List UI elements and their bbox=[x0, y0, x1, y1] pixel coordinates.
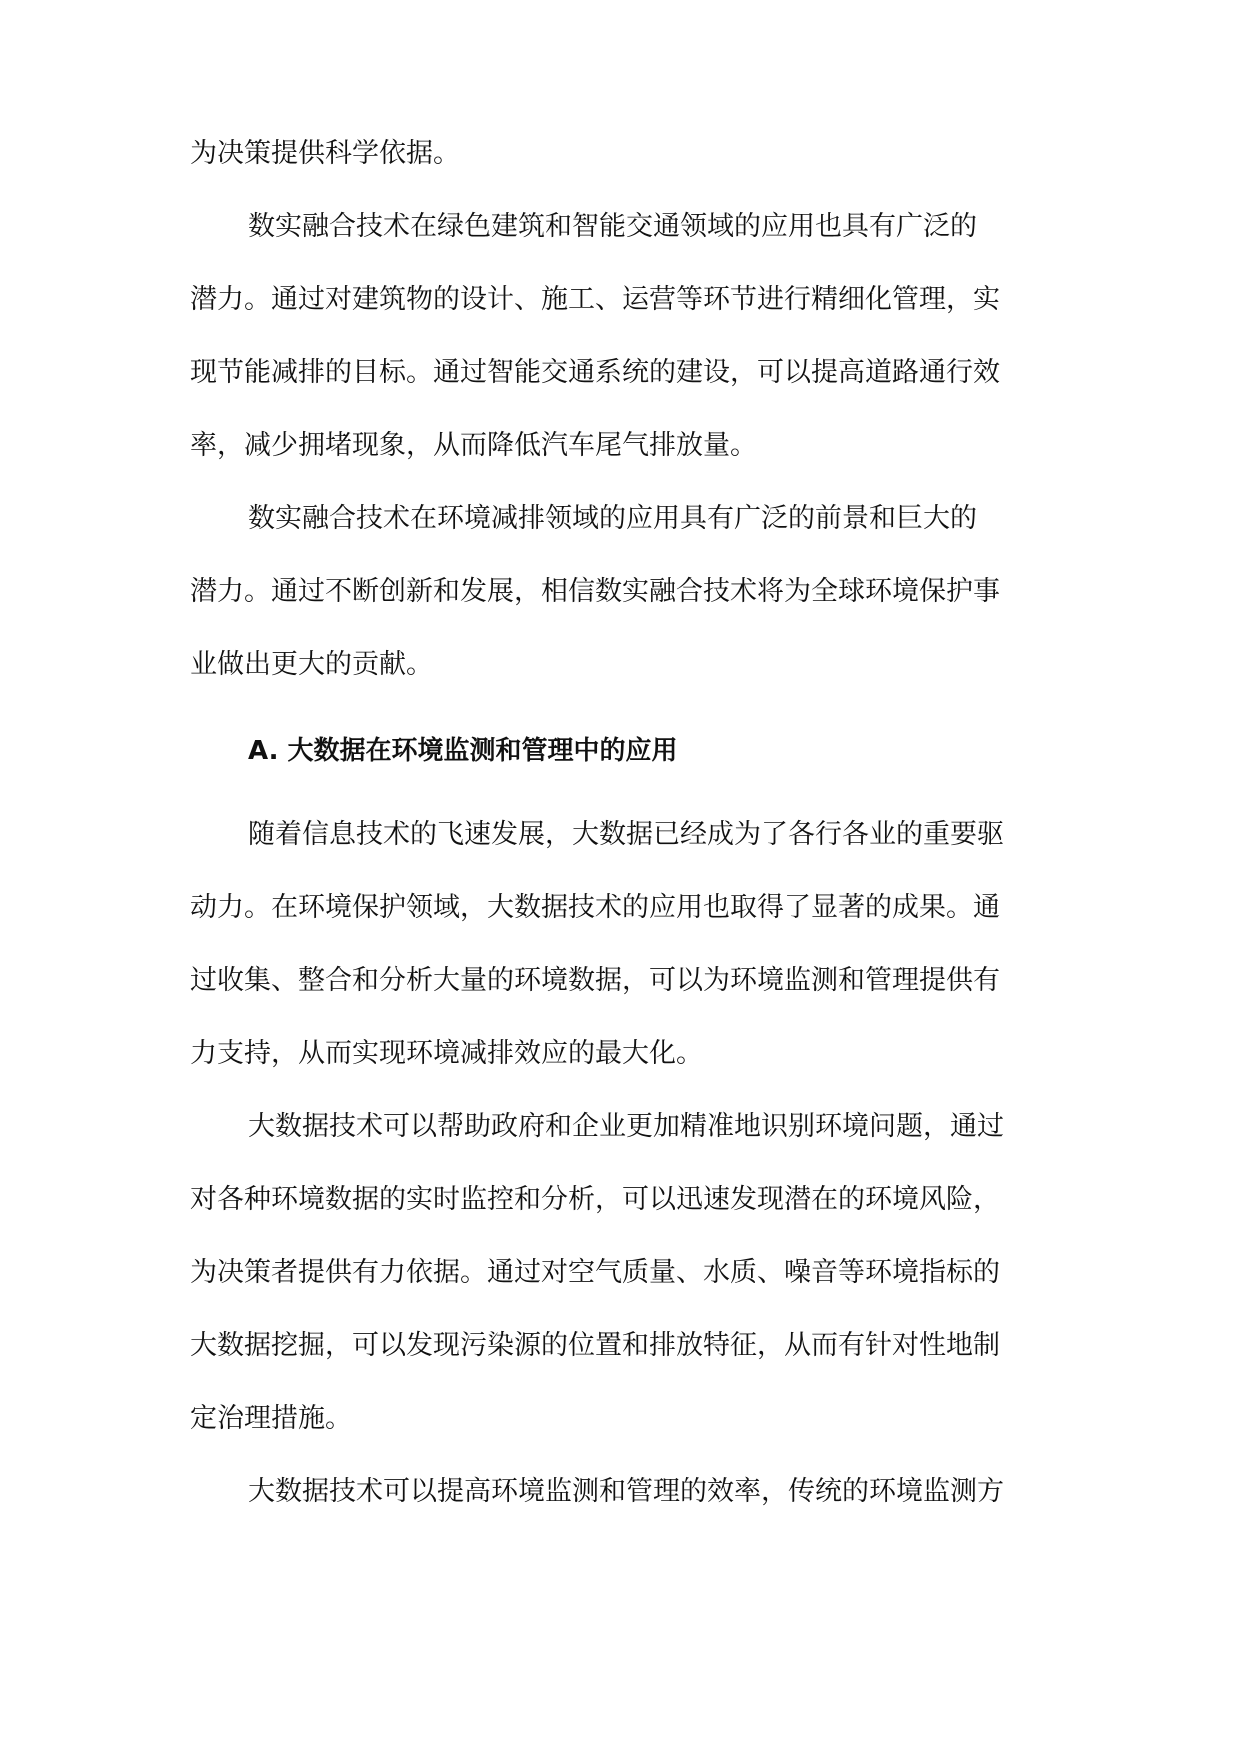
text-line: 大数据挖掘，可以发现污染源的位置和排放特征，从而有针对性地制 bbox=[190, 1330, 1000, 1361]
text-line: 现节能减排的目标。通过智能交通系统的建设，可以提高道路通行效 bbox=[190, 357, 1000, 388]
text-line: 过收集、整合和分析大量的环境数据，可以为环境监测和管理提供有 bbox=[190, 965, 1000, 996]
text-line: 业做出更大的贡献。 bbox=[190, 649, 433, 680]
text-line: 率，减少拥堵现象，从而降低汽车尾气排放量。 bbox=[190, 430, 757, 461]
paragraph-first-line: 大数据技术可以帮助政府和企业更加精准地识别环境问题，通过 bbox=[248, 1111, 1004, 1142]
text-line: 动力。在环境保护领域，大数据技术的应用也取得了显著的成果。通 bbox=[190, 892, 1000, 923]
section-heading: A. 大数据在环境监测和管理中的应用 bbox=[248, 736, 678, 766]
text-line: 力支持，从而实现环境减排效应的最大化。 bbox=[190, 1038, 703, 1069]
text-line: 潜力。通过不断创新和发展，相信数实融合技术将为全球环境保护事 bbox=[190, 576, 1000, 607]
text-line: 为决策者提供有力依据。通过对空气质量、水质、噪音等环境指标的 bbox=[190, 1257, 1000, 1288]
paragraph-first-line: 数实融合技术在环境减排领域的应用具有广泛的前景和巨大的 bbox=[248, 503, 977, 534]
text-line: 为决策提供科学依据。 bbox=[190, 138, 460, 169]
paragraph-first-line: 随着信息技术的飞速发展，大数据已经成为了各行各业的重要驱 bbox=[248, 819, 1004, 850]
text-line: 定治理措施。 bbox=[190, 1403, 352, 1434]
text-line: 潜力。通过对建筑物的设计、施工、运营等环节进行精细化管理，实 bbox=[190, 284, 1000, 315]
paragraph-first-line: 大数据技术可以提高环境监测和管理的效率，传统的环境监测方 bbox=[248, 1476, 1004, 1507]
text-line: 对各种环境数据的实时监控和分析，可以迅速发现潜在的环境风险， bbox=[190, 1184, 1000, 1215]
paragraph-first-line: 数实融合技术在绿色建筑和智能交通领域的应用也具有广泛的 bbox=[248, 211, 977, 242]
